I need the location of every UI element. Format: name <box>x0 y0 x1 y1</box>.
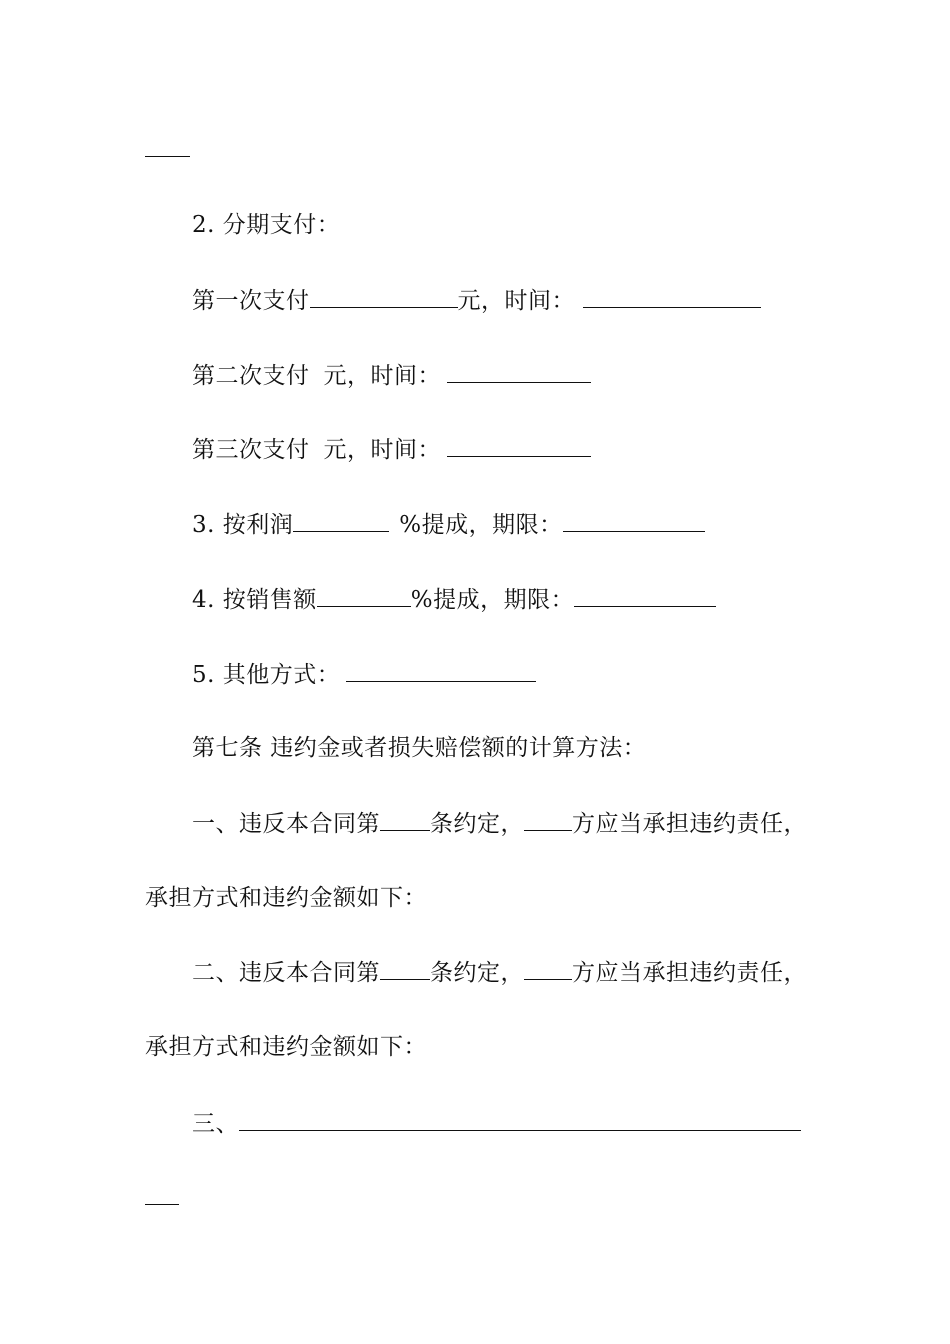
sales-suffix: %提成，期限： <box>410 587 575 613</box>
installment-heading: 2. 分期支付： <box>192 212 341 238</box>
third-payment-prefix: 第三次支付 <box>192 437 310 463</box>
first-payment-unit: 元，时间： <box>457 288 575 314</box>
third-payment-line <box>192 434 591 465</box>
sales-term-blank[interactable] <box>574 584 716 607</box>
second-payment-line <box>192 360 591 391</box>
third-payment-time-blank[interactable] <box>447 434 591 457</box>
other-method-blank[interactable] <box>346 659 536 682</box>
clause-three-continuation-blank-line <box>145 1182 179 1213</box>
clause-one-line <box>192 808 807 839</box>
clause-two-part-c: 方应当承担违约责任， <box>572 960 807 986</box>
clause-two-part-a: 二、违反本合同第 <box>192 960 380 986</box>
other-prefix: 5. 其他方式： <box>192 662 341 688</box>
clause-one-part-b: 条约定， <box>430 811 524 837</box>
profit-term-blank[interactable] <box>563 509 705 532</box>
fill-blank[interactable] <box>145 134 190 157</box>
profit-line <box>192 509 705 540</box>
clause-one-part-a: 一、违反本合同第 <box>192 811 380 837</box>
profit-suffix: %提成，期限： <box>399 512 563 538</box>
clause-two-line <box>192 957 807 988</box>
sales-prefix: 4. 按销售额 <box>192 587 317 613</box>
fill-blank[interactable] <box>145 1182 179 1205</box>
clause-three-line <box>192 1108 801 1139</box>
clause-three-blank[interactable] <box>239 1108 801 1131</box>
profit-prefix: 3. 按利润 <box>192 512 294 538</box>
clause-two-part-b: 条约定， <box>430 960 524 986</box>
sales-line <box>192 584 716 615</box>
first-payment-amount-blank[interactable] <box>310 285 458 308</box>
third-payment-unit: 元，时间： <box>323 437 441 463</box>
profit-percent-blank[interactable] <box>293 509 389 532</box>
clause-two-article-blank[interactable] <box>380 957 430 980</box>
second-payment-prefix: 第二次支付 <box>192 363 310 389</box>
clause-three-prefix: 三、 <box>192 1111 239 1137</box>
clause-one-article-blank[interactable] <box>380 808 430 831</box>
clause-two-continuation: 承担方式和违约金额如下： <box>145 1034 427 1060</box>
other-method-line <box>192 659 536 690</box>
first-payment-time-blank[interactable] <box>583 285 761 308</box>
second-payment-unit: 元，时间： <box>323 363 441 389</box>
clause-one-continuation: 承担方式和违约金额如下： <box>145 885 427 911</box>
clause-one-party-blank[interactable] <box>524 808 572 831</box>
second-payment-time-blank[interactable] <box>447 360 591 383</box>
sales-percent-blank[interactable] <box>317 584 411 607</box>
first-payment-prefix: 第一次支付 <box>192 288 310 314</box>
continuation-blank-line <box>145 134 190 165</box>
first-payment-line <box>192 285 761 316</box>
article-seven-heading: 第七条 违约金或者损失赔偿额的计算方法： <box>192 735 647 761</box>
clause-two-party-blank[interactable] <box>524 957 572 980</box>
clause-one-part-c: 方应当承担违约责任， <box>572 811 807 837</box>
